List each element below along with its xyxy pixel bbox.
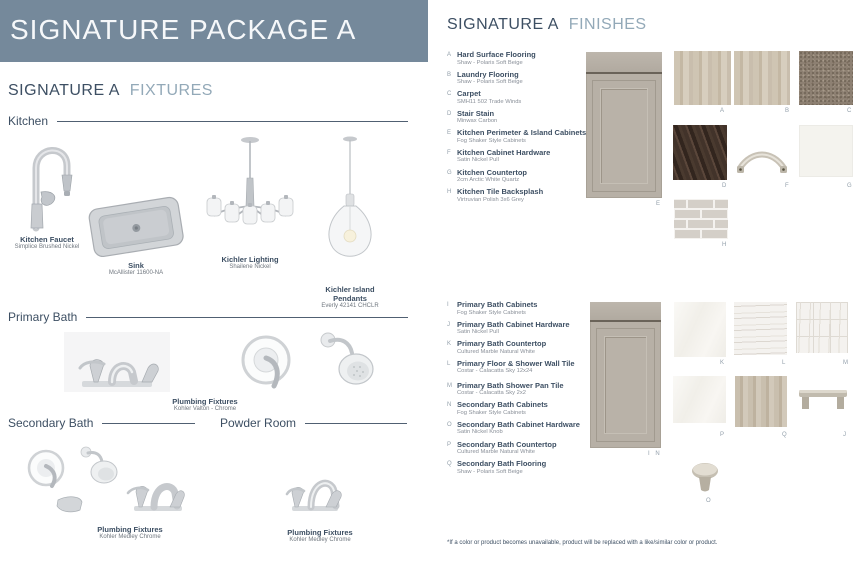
finish-letter: K xyxy=(447,341,452,348)
kitchen-faucet-image xyxy=(11,130,83,232)
swatch-label-e: E xyxy=(656,201,661,207)
finish-subtitle: Costar - Calacatta Sky 2x2 xyxy=(457,390,526,397)
package-title: SIGNATURE PACKAGE A xyxy=(10,14,357,45)
kitchen-section-heading xyxy=(8,114,408,128)
swatch-label-j: J xyxy=(843,432,846,438)
finish-item-p xyxy=(447,441,592,456)
finish-item-l xyxy=(447,360,592,375)
finish-title: Kitchen Cabinet Hardware xyxy=(457,147,551,157)
swatch-label-p: P xyxy=(720,432,725,438)
finish-title: Primary Bath Cabinets xyxy=(457,300,538,309)
swatch-kitchen-countertop xyxy=(799,125,853,177)
finish-letter: L xyxy=(447,360,451,367)
finish-title: Secondary Bath Flooring xyxy=(457,459,547,469)
finish-letter: O xyxy=(447,421,452,428)
finish-letter: D xyxy=(447,110,452,117)
product-detail: McAllister 11600-NA xyxy=(108,270,164,276)
finish-letter: B xyxy=(447,71,452,78)
finish-subtitle: Fog Shaker Style Cabinets xyxy=(457,409,526,416)
powder-faucet-image xyxy=(284,450,346,514)
powder-room-section-heading xyxy=(220,416,407,430)
finish-subtitle: Costar - Calacatta Sky 12x24 xyxy=(457,368,533,375)
finish-subtitle: Satin Nickel Pull xyxy=(457,157,499,164)
swatch-hard-surface-flooring xyxy=(674,51,731,105)
finish-letter: E xyxy=(447,130,452,137)
primary-bath-showerhead-product xyxy=(314,331,382,398)
primary-bath-section-rule xyxy=(86,317,408,318)
chandelier-label xyxy=(221,255,278,271)
secondary-bath-fixtures-label xyxy=(70,525,190,541)
product-detail: Kohler Medley Chrome xyxy=(289,537,351,543)
finish-subtitle: Virtruvian Polish 3x6 Grey xyxy=(457,196,524,203)
fixtures-heading-secondary: FIXTURES xyxy=(129,82,213,99)
cabinet-door-panel xyxy=(604,336,647,434)
kitchen-chandelier-product xyxy=(202,134,298,271)
product-name: Kichler Lighting xyxy=(221,255,279,264)
swatch-label-in: I N xyxy=(648,451,662,457)
kitchen-sink-image xyxy=(86,194,186,258)
secondary-bath-fixtures-image xyxy=(24,444,190,516)
swatch-label-a: A xyxy=(720,108,725,114)
finish-title: Secondary Bath Cabinets xyxy=(457,400,548,410)
finishes-heading-primary: SIGNATURE A xyxy=(447,16,559,33)
product-name: Plumbing Fixtures xyxy=(97,525,163,534)
pendant-image xyxy=(321,134,379,282)
swatch-label-l: L xyxy=(782,360,786,366)
finish-letter: F xyxy=(447,149,451,156)
powder-room-section-label: Powder Room xyxy=(220,416,297,430)
finish-subtitle: Fog Shaker Style Cabinets xyxy=(457,309,526,316)
cabinet-door-frame xyxy=(596,328,655,442)
finishes-heading xyxy=(447,16,647,34)
secondary-bath-section-rule xyxy=(102,423,195,424)
finish-letter: M xyxy=(447,382,452,389)
finish-subtitle: Cultured Marble Natural White xyxy=(457,449,535,456)
finish-item-c xyxy=(447,90,592,105)
finish-title: Carpet xyxy=(457,89,481,99)
finish-title: Primary Bath Countertop xyxy=(457,339,547,349)
product-detail: Kohler Valton - Chrome xyxy=(173,406,237,412)
finish-letter: P xyxy=(447,441,452,448)
finishes-swatch-panel-1 xyxy=(586,50,853,255)
island-pendant-product xyxy=(310,134,390,310)
finishes-list-group-1 xyxy=(447,51,592,208)
finish-subtitle: Minwax Carbon xyxy=(457,118,498,125)
finish-subtitle: Satin Nickel Pull xyxy=(457,329,499,336)
finish-letter: G xyxy=(447,169,452,176)
kitchen-sink-label xyxy=(109,261,163,277)
finish-title: Kitchen Perimeter & Island Cabinets xyxy=(457,128,587,138)
finish-letter: A xyxy=(447,52,452,58)
finish-item-f xyxy=(447,149,592,164)
cabinet-door-image-in xyxy=(590,302,661,448)
swatch-label-b: B xyxy=(785,108,790,114)
powder-room-faucet-product xyxy=(284,450,346,519)
finish-item-e xyxy=(447,129,592,144)
kitchen-sink-product xyxy=(86,194,186,277)
finish-letter: J xyxy=(447,321,450,328)
finish-item-b xyxy=(447,71,592,86)
swatch-label-k: K xyxy=(720,360,725,366)
product-detail: Simplice Brushed Nickel xyxy=(14,244,80,250)
swatch-secondary-countertop xyxy=(673,376,726,423)
finish-subtitle: SMH11 502 Trade Winds xyxy=(457,98,522,105)
powder-room-fixtures-label xyxy=(260,528,380,544)
primary-bath-section-label: Primary Bath xyxy=(8,310,78,324)
finish-title: Primary Floor & Shower Wall Tile xyxy=(457,358,575,368)
finish-subtitle: Shaw - Polaris Soft Beige xyxy=(457,468,523,475)
swatch-tile-backsplash xyxy=(674,199,728,239)
shower-valve-image xyxy=(238,334,294,392)
finish-title: Kitchen Countertop xyxy=(457,167,527,177)
product-name: Sink xyxy=(128,261,144,270)
package-title-banner xyxy=(0,0,428,62)
swatch-label-h: H xyxy=(722,242,727,248)
finish-item-m xyxy=(447,382,592,397)
finish-item-j xyxy=(447,321,592,336)
swatch-label-o: O xyxy=(706,498,711,504)
swatch-bar-pull-image xyxy=(796,386,850,414)
cabinet-door-image-e xyxy=(586,52,662,198)
finishes-heading-secondary: FINISHES xyxy=(568,16,647,33)
finishes-swatch-panel-2 xyxy=(590,300,853,512)
finish-subtitle: Fog Shaker Style Cabinets xyxy=(457,137,526,144)
finish-letter: Q xyxy=(447,461,452,468)
product-name: Plumbing Fixtures xyxy=(172,397,238,406)
swatch-label-d: D xyxy=(722,183,727,189)
finish-title: Stair Stain xyxy=(457,108,495,118)
swatch-label-f: F xyxy=(785,183,789,189)
swatch-laundry-flooring xyxy=(734,51,790,105)
finish-item-a xyxy=(447,51,592,66)
finish-letter: H xyxy=(447,189,452,196)
finish-title: Primary Bath Cabinet Hardware xyxy=(457,319,570,329)
finish-item-i xyxy=(447,301,592,316)
primary-bath-valve-product xyxy=(238,334,294,397)
finish-title: Hard Surface Flooring xyxy=(457,50,536,59)
footnote: *If a color or product becomes unavailable, product will be replaced with a like/similar color or product. xyxy=(447,540,718,546)
product-detail: Everly 42141 CHCLR xyxy=(321,303,379,309)
product-detail: Shailene Nickel xyxy=(229,264,271,270)
cabinet-door-frame xyxy=(592,80,656,192)
kitchen-faucet-label xyxy=(15,235,80,251)
swatch-primary-wall-tile xyxy=(734,302,787,355)
finish-subtitle: Shaw - Polaris Soft Beige xyxy=(457,59,523,66)
swatch-label-m: M xyxy=(843,360,848,366)
swatch-cabinet-pull-image xyxy=(734,138,790,176)
swatch-label-q: Q xyxy=(782,432,787,438)
primary-bath-section-heading xyxy=(8,310,408,324)
island-pendant-label xyxy=(310,285,390,310)
finish-title: Laundry Flooring xyxy=(457,69,519,79)
finish-item-g xyxy=(447,169,592,184)
swatch-carpet xyxy=(799,51,853,105)
product-name: Kitchen Faucet xyxy=(20,235,74,244)
bath-faucet-image xyxy=(64,332,170,392)
fixtures-heading-primary: SIGNATURE A xyxy=(8,82,120,99)
shower-head-image xyxy=(314,331,382,393)
finish-item-k xyxy=(447,340,592,355)
product-name: Plumbing Fixtures xyxy=(287,528,353,537)
finish-item-n xyxy=(447,401,592,416)
finish-subtitle: Satin Nickel Knob xyxy=(457,429,503,436)
chandelier-image xyxy=(204,134,296,252)
product-name: Kichler Island Pendants xyxy=(325,285,375,303)
primary-bath-faucet-product xyxy=(64,332,170,392)
swatch-knob-image xyxy=(688,462,722,494)
finish-title: Primary Bath Shower Pan Tile xyxy=(457,380,564,390)
finish-item-o xyxy=(447,421,592,436)
finish-subtitle: Shaw - Polaris Soft Beige xyxy=(457,79,523,86)
finish-subtitle: Cultured Marble Natural White xyxy=(457,348,535,355)
cabinet-drawer-front xyxy=(586,52,662,74)
swatch-stair-stain xyxy=(673,125,727,180)
secondary-bath-section-heading xyxy=(8,416,195,430)
swatch-shower-pan-tile xyxy=(796,302,848,353)
swatch-label-c: C xyxy=(847,108,852,114)
finish-item-d xyxy=(447,110,592,125)
finishes-list-group-2 xyxy=(447,301,592,480)
finish-title: Kitchen Tile Backsplash xyxy=(457,187,544,197)
finish-letter: I xyxy=(447,302,449,308)
finish-item-h xyxy=(447,188,592,203)
kitchen-faucet-product xyxy=(2,130,92,251)
powder-room-section-rule xyxy=(305,423,407,424)
finish-title: Secondary Bath Countertop xyxy=(457,439,557,449)
secondary-bath-section-label: Secondary Bath xyxy=(8,416,94,430)
finish-subtitle: 2cm Arctic White Quartz xyxy=(457,177,520,184)
kitchen-section-rule xyxy=(57,121,408,122)
secondary-bath-fixtures-product xyxy=(24,444,190,521)
swatch-label-g: G xyxy=(847,183,852,189)
cabinet-drawer-front xyxy=(590,302,661,322)
finish-letter: C xyxy=(447,91,452,98)
swatch-secondary-flooring xyxy=(735,376,787,427)
product-detail: Kohler Medley Chrome xyxy=(99,534,161,540)
finish-title: Secondary Bath Cabinet Hardware xyxy=(457,419,580,429)
swatch-primary-countertop xyxy=(674,302,726,357)
primary-bath-fixtures-label xyxy=(150,397,260,413)
finish-letter: N xyxy=(447,402,452,409)
cabinet-door-panel xyxy=(600,88,648,184)
kitchen-section-label: Kitchen xyxy=(8,114,49,128)
fixtures-heading xyxy=(8,82,213,100)
finish-item-q xyxy=(447,460,592,475)
